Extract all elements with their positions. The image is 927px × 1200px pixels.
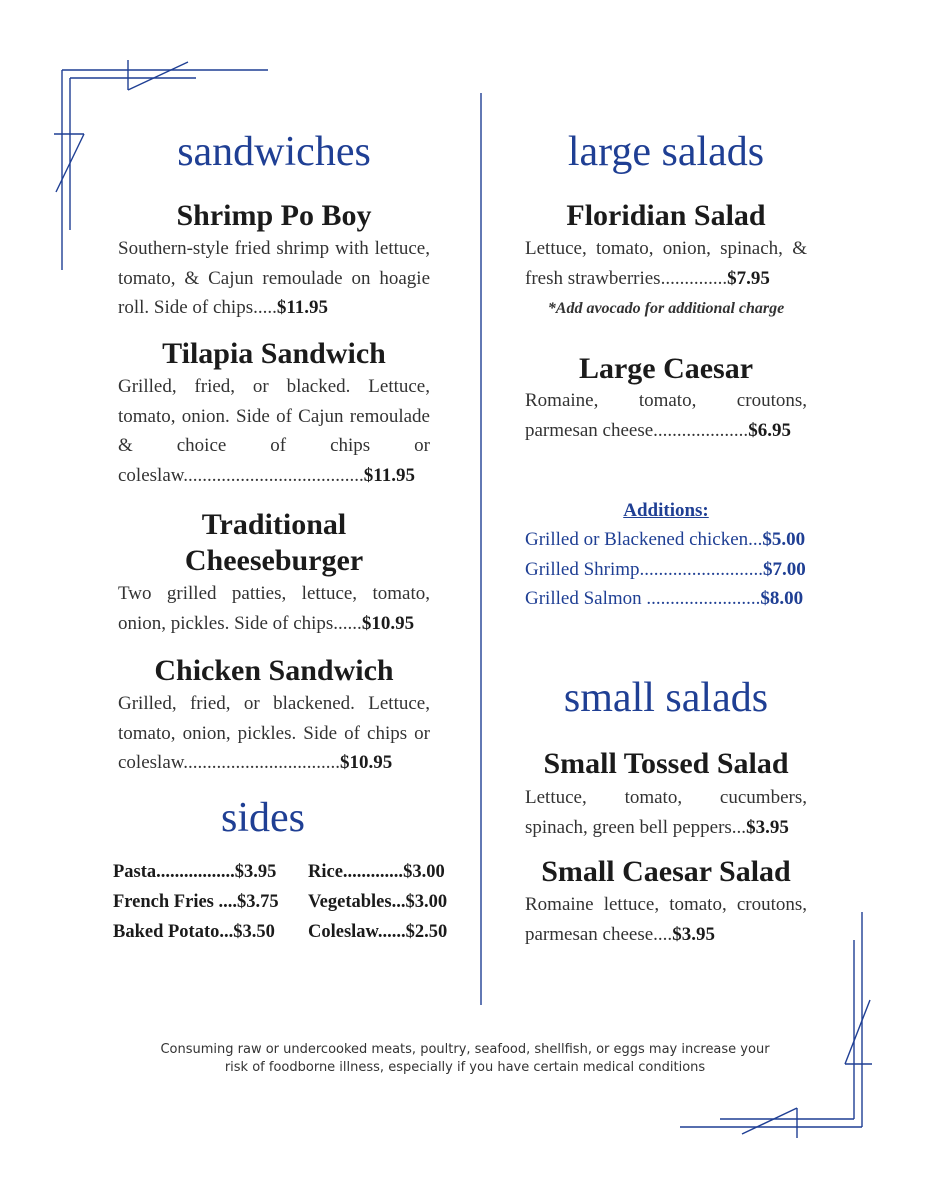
- sandwiches-heading: sandwiches: [177, 129, 371, 175]
- small-tossed-salad-title: Small Tossed Salad: [543, 747, 789, 780]
- small-tossed-salad-price: $3.95: [746, 816, 789, 838]
- chicken-sandwich-description: Grilled, fried, or blackened. Lettuce, tomato, onion, pickles. Side of chips or coleslaw.................................$10.95: [118, 693, 430, 773]
- side-item-baked-potato: Baked Potato...$3.50: [113, 922, 275, 942]
- tilapia-sandwich-title: Tilapia Sandwich: [162, 337, 386, 370]
- side-item-coleslaw: Coleslaw......$2.50: [308, 922, 448, 942]
- side-item-vegetables: Vegetables...$3.00: [308, 892, 448, 912]
- side-item-french-fries: French Fries ....$3.75: [113, 892, 279, 912]
- cheeseburger-title-line2: Cheeseburger: [184, 544, 364, 577]
- floridian-salad-title: Floridian Salad: [566, 199, 766, 232]
- small-tossed-salad-description: Lettuce, tomato, cucumbers, spinach, green bell peppers...$3.95: [525, 787, 807, 838]
- additions-heading: Additions:: [623, 500, 709, 521]
- addition-salmon: Grilled Salmon ........................$8.00: [525, 588, 804, 609]
- side-item-pasta: Pasta.................$3.95: [113, 862, 277, 882]
- chicken-sandwich-price: $10.95: [340, 752, 393, 773]
- small-caesar-salad-price: $3.95: [672, 923, 715, 945]
- chicken-sandwich-title: Chicken Sandwich: [154, 654, 394, 687]
- shrimp-po-boy-price: $11.95: [276, 297, 329, 318]
- floridian-salad-price: $7.95: [727, 267, 770, 289]
- addition-shrimp: Grilled Shrimp..........................$7.00: [525, 559, 806, 580]
- tilapia-sandwich-description: Grilled, fried, or blacked. Lettuce, tomato, onion. Side of Cajun remoulade & choice of chips or coleslaw......................................$11.95: [118, 376, 430, 486]
- cheeseburger-title: [118, 507, 430, 579]
- small-caesar-salad-description: Romaine lettuce, tomato, croutons, parmesan cheese....$3.95: [525, 894, 807, 945]
- avocado-note: *Add avocado for additional charge: [547, 300, 785, 317]
- addition-chicken: Grilled or Blackened chicken...$5.00: [525, 529, 806, 550]
- food-safety-disclaimer: Consuming raw or undercooked meats, poultry, seafood, shellfish, or eggs may increase your risk of foodborne illness, especially if you have certain medical conditions: [160, 1042, 770, 1075]
- shrimp-po-boy-title: Shrimp Po Boy: [176, 199, 372, 232]
- cheeseburger-description: Two grilled patties, lettuce, tomato, onion, pickles. Side of chips......$10.95: [118, 583, 430, 634]
- large-caesar-price: $6.95: [748, 419, 791, 441]
- large-salads-heading: large salads: [567, 129, 765, 175]
- floridian-salad-description: Lettuce, tomato, onion, spinach, & fresh strawberries..............$7.95: [525, 238, 807, 289]
- sides-heading: sides: [221, 795, 305, 841]
- large-caesar-description: Romaine, tomato, croutons, parmesan cheese....................$6.95: [525, 390, 807, 441]
- cheeseburger-price: $10.95: [361, 612, 415, 634]
- large-caesar-title: Large Caesar: [578, 352, 754, 385]
- tilapia-sandwich-price: $11.95: [363, 464, 415, 486]
- cheeseburger-title-line1: Traditional: [201, 508, 347, 541]
- small-caesar-salad-title: Small Caesar Salad: [541, 855, 791, 888]
- small-salads-heading: small salads: [563, 675, 769, 721]
- shrimp-po-boy-description: Southern-style fried shrimp with lettuce, tomato, & Cajun remoulade on hoagie roll. Side of chips.....$11.95: [118, 238, 430, 318]
- side-item-rice: Rice.............$3.00: [308, 862, 445, 882]
